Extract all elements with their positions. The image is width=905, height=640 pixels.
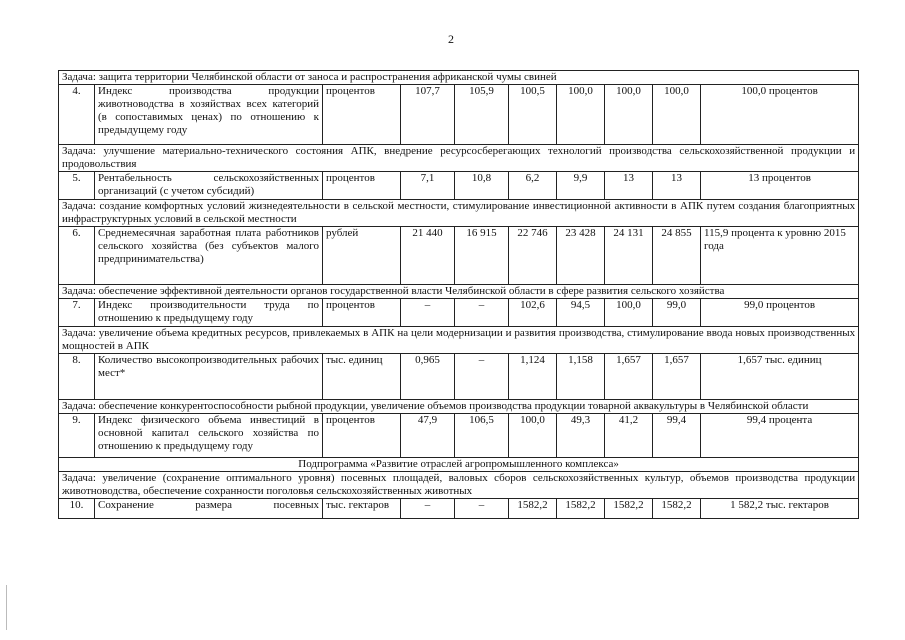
- table-row: [59, 227, 859, 285]
- value-cell: 21 440: [401, 227, 455, 285]
- value-cell: 102,6: [509, 299, 557, 327]
- value-cell: 24 131: [605, 227, 653, 285]
- value-cell: 22 746: [509, 227, 557, 285]
- row-number: 10.: [59, 499, 95, 519]
- value-cell: 100,0: [605, 299, 653, 327]
- task-row: [59, 400, 859, 414]
- margin-mark: [6, 585, 7, 630]
- indicator-name: Индекс физического объема инвестиций в основной капитал сельского хозяйства по отношению к предыдущему году: [95, 414, 323, 458]
- row-number: 5.: [59, 172, 95, 200]
- value-cell: 99,0: [653, 299, 701, 327]
- value-cell: 6,2: [509, 172, 557, 200]
- value-cell: 100,0: [653, 85, 701, 145]
- task-text: Задача: обеспечение конкурентоспособности рыбной продукции, увеличение объемов производства продукции товарной аквакультуры в Челябинской области: [59, 400, 859, 414]
- task-text: Задача: увеличение (сохранение оптимального уровня) посевных площадей, валовых сборов сельскохозяйственных культур, объемов производства продукции животноводства, обеспечение сохранности поголовья сельскохозяйственных животных: [59, 472, 859, 499]
- indicator-name: Рентабельность сельскохозяйственных организаций (с учетом субсидий): [95, 172, 323, 200]
- task-row: [59, 472, 859, 499]
- value-cell: 99,4: [653, 414, 701, 458]
- subprogram-title: Подпрограмма «Развитие отраслей агропромышленного комплекса»: [59, 458, 859, 472]
- table-row: [59, 85, 859, 145]
- unit-cell: процентов: [323, 172, 401, 200]
- subprogram-row: [59, 458, 859, 472]
- target-cell: 115,9 процента к уровню 2015 года: [701, 227, 859, 285]
- value-cell: 106,5: [455, 414, 509, 458]
- value-cell: 1582,2: [653, 499, 701, 519]
- value-cell: 13: [653, 172, 701, 200]
- value-cell: 105,9: [455, 85, 509, 145]
- indicator-name: Индекс производства продукции животноводства в хозяйствах всех категорий (в сопоставимых ценах) по отношению к предыдущему году: [95, 85, 323, 145]
- value-cell: 100,0: [605, 85, 653, 145]
- value-cell: 94,5: [557, 299, 605, 327]
- row-number: 4.: [59, 85, 95, 145]
- row-number: 9.: [59, 414, 95, 458]
- indicator-name: Сохранение размера посевных: [95, 499, 323, 519]
- value-cell: 13: [605, 172, 653, 200]
- target-cell: 1 582,2 тыс. гектаров: [701, 499, 859, 519]
- target-cell: 100,0 процентов: [701, 85, 859, 145]
- value-cell: 49,3: [557, 414, 605, 458]
- value-cell: 41,2: [605, 414, 653, 458]
- value-cell: 100,0: [509, 414, 557, 458]
- value-cell: 1582,2: [605, 499, 653, 519]
- table-row: [59, 299, 859, 327]
- indicator-name: Среднемесячная заработная плата работников сельского хозяйства (без субъектов малого предпринимательства): [95, 227, 323, 285]
- indicator-name: Индекс производительности труда по отношению к предыдущему году: [95, 299, 323, 327]
- task-text: Задача: обеспечение эффективной деятельности органов государственной власти Челябинской области в сфере развития сельского хозяйства: [59, 285, 859, 299]
- row-number: 6.: [59, 227, 95, 285]
- task-text: Задача: улучшение материально-технического состояния АПК, внедрение ресурсосберегающих технологий производства сельскохозяйственной продукции и продовольствия: [59, 145, 859, 172]
- table-row: [59, 499, 859, 519]
- value-cell: 24 855: [653, 227, 701, 285]
- value-cell: 1,124: [509, 354, 557, 400]
- value-cell: 107,7: [401, 85, 455, 145]
- unit-cell: процентов: [323, 299, 401, 327]
- unit-cell: процентов: [323, 414, 401, 458]
- target-cell: 1,657 тыс. единиц: [701, 354, 859, 400]
- row-number: 8.: [59, 354, 95, 400]
- task-row: [59, 71, 859, 85]
- target-cell: 99,4 процента: [701, 414, 859, 458]
- value-cell: –: [455, 354, 509, 400]
- value-cell: 16 915: [455, 227, 509, 285]
- value-cell: 1,657: [605, 354, 653, 400]
- table-row: [59, 414, 859, 458]
- value-cell: –: [455, 499, 509, 519]
- indicators-table: [58, 70, 859, 519]
- value-cell: 1582,2: [557, 499, 605, 519]
- task-text: Задача: защита территории Челябинской области от заноса и распространения африканской чумы свиней: [59, 71, 859, 85]
- unit-cell: процентов: [323, 85, 401, 145]
- value-cell: –: [455, 299, 509, 327]
- task-row: [59, 327, 859, 354]
- value-cell: 1,158: [557, 354, 605, 400]
- value-cell: 47,9: [401, 414, 455, 458]
- value-cell: 100,5: [509, 85, 557, 145]
- value-cell: 7,1: [401, 172, 455, 200]
- task-row: [59, 285, 859, 299]
- value-cell: 0,965: [401, 354, 455, 400]
- value-cell: 9,9: [557, 172, 605, 200]
- value-cell: 23 428: [557, 227, 605, 285]
- table-row: [59, 172, 859, 200]
- indicator-name: Количество высокопроизводительных рабочих мест*: [95, 354, 323, 400]
- task-text: Задача: создание комфортных условий жизнедеятельности в сельской местности, стимулирование инвестиционной активности в АПК путем создания благоприятных инфраструктурных условий в сельской местности: [59, 200, 859, 227]
- task-row: [59, 145, 859, 172]
- table-row: [59, 354, 859, 400]
- task-row: [59, 200, 859, 227]
- unit-cell: тыс. единиц: [323, 354, 401, 400]
- value-cell: 1582,2: [509, 499, 557, 519]
- value-cell: –: [401, 299, 455, 327]
- unit-cell: тыс. гектаров: [323, 499, 401, 519]
- value-cell: –: [401, 499, 455, 519]
- value-cell: 100,0: [557, 85, 605, 145]
- unit-cell: рублей: [323, 227, 401, 285]
- target-cell: 99,0 процентов: [701, 299, 859, 327]
- row-number: 7.: [59, 299, 95, 327]
- value-cell: 1,657: [653, 354, 701, 400]
- target-cell: 13 процентов: [701, 172, 859, 200]
- page-number: 2: [448, 32, 454, 46]
- task-text: Задача: увеличение объема кредитных ресурсов, привлекаемых в АПК на цели модернизации и развития производства, стимулирование ввода новых производственных мощностей в АПК: [59, 327, 859, 354]
- value-cell: 10,8: [455, 172, 509, 200]
